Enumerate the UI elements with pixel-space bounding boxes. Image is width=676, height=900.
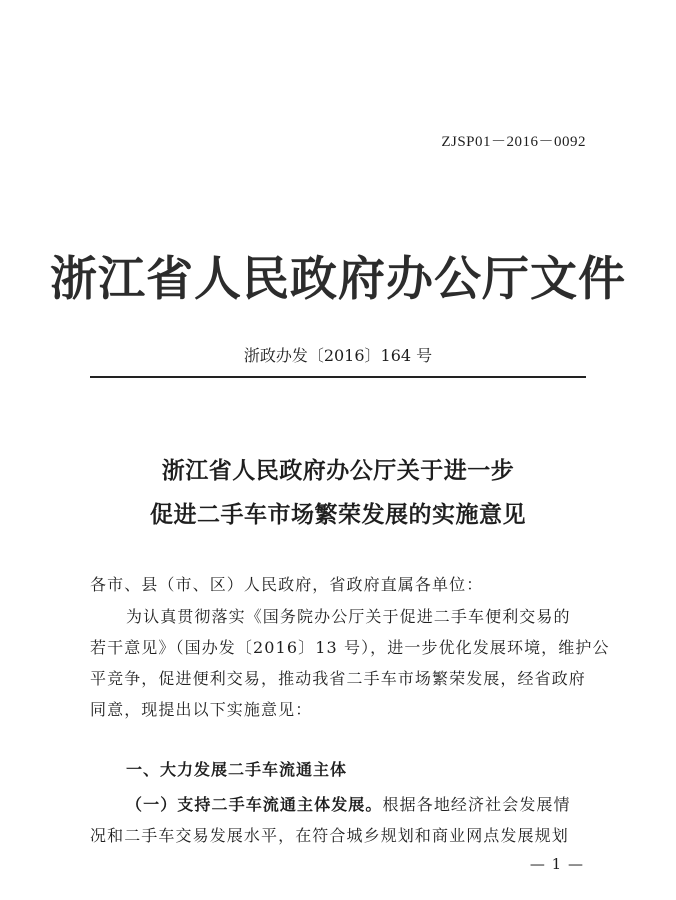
paragraph-1-line-2: 若干意见》（国办发〔2016〕13 号），进一步优化发展环境，维护公	[90, 638, 610, 657]
document-title-line-2: 促进二手车市场繁荣发展的实施意见	[150, 502, 526, 528]
addressee: 各市、县（市、区）人民政府，省政府直属各单位：	[90, 575, 484, 594]
issuer-title: 浙江省人民政府办公厅文件	[50, 252, 626, 307]
section-1-heading: 一、大力发展二手车流通主体	[126, 760, 348, 779]
header-divider	[90, 376, 586, 378]
document-code: ZJSP01－2016－0092	[441, 134, 586, 150]
document-number: 浙政办发〔2016〕164 号	[243, 346, 433, 365]
paragraph-2	[90, 789, 587, 851]
paragraph-1	[90, 601, 610, 725]
paragraph-1-line-4: 同意，现提出以下实施意见：	[90, 700, 313, 719]
paragraph-1-line-3: 平竞争，促进便利交易，推动我省二手车市场繁荣发展，经省政府	[90, 669, 586, 688]
document-title-line-1: 浙江省人民政府办公厅关于进一步	[161, 458, 515, 484]
paragraph-2-line-2: 况和二手车交易发展水平，在符合城乡规划和商业网点发展规划	[90, 826, 569, 845]
paragraph-2-lead: （一）支持二手车流通主体发展。	[126, 795, 383, 814]
paragraph-1-line-1: 为认真贯彻落实《国务院办公厅关于促进二手车便利交易的	[126, 607, 571, 626]
paragraph-2-line-1	[90, 789, 587, 820]
page-number: — 1 —	[529, 855, 584, 873]
paragraph-2-line-1-text: 根据各地经济社会发展情	[382, 795, 571, 814]
